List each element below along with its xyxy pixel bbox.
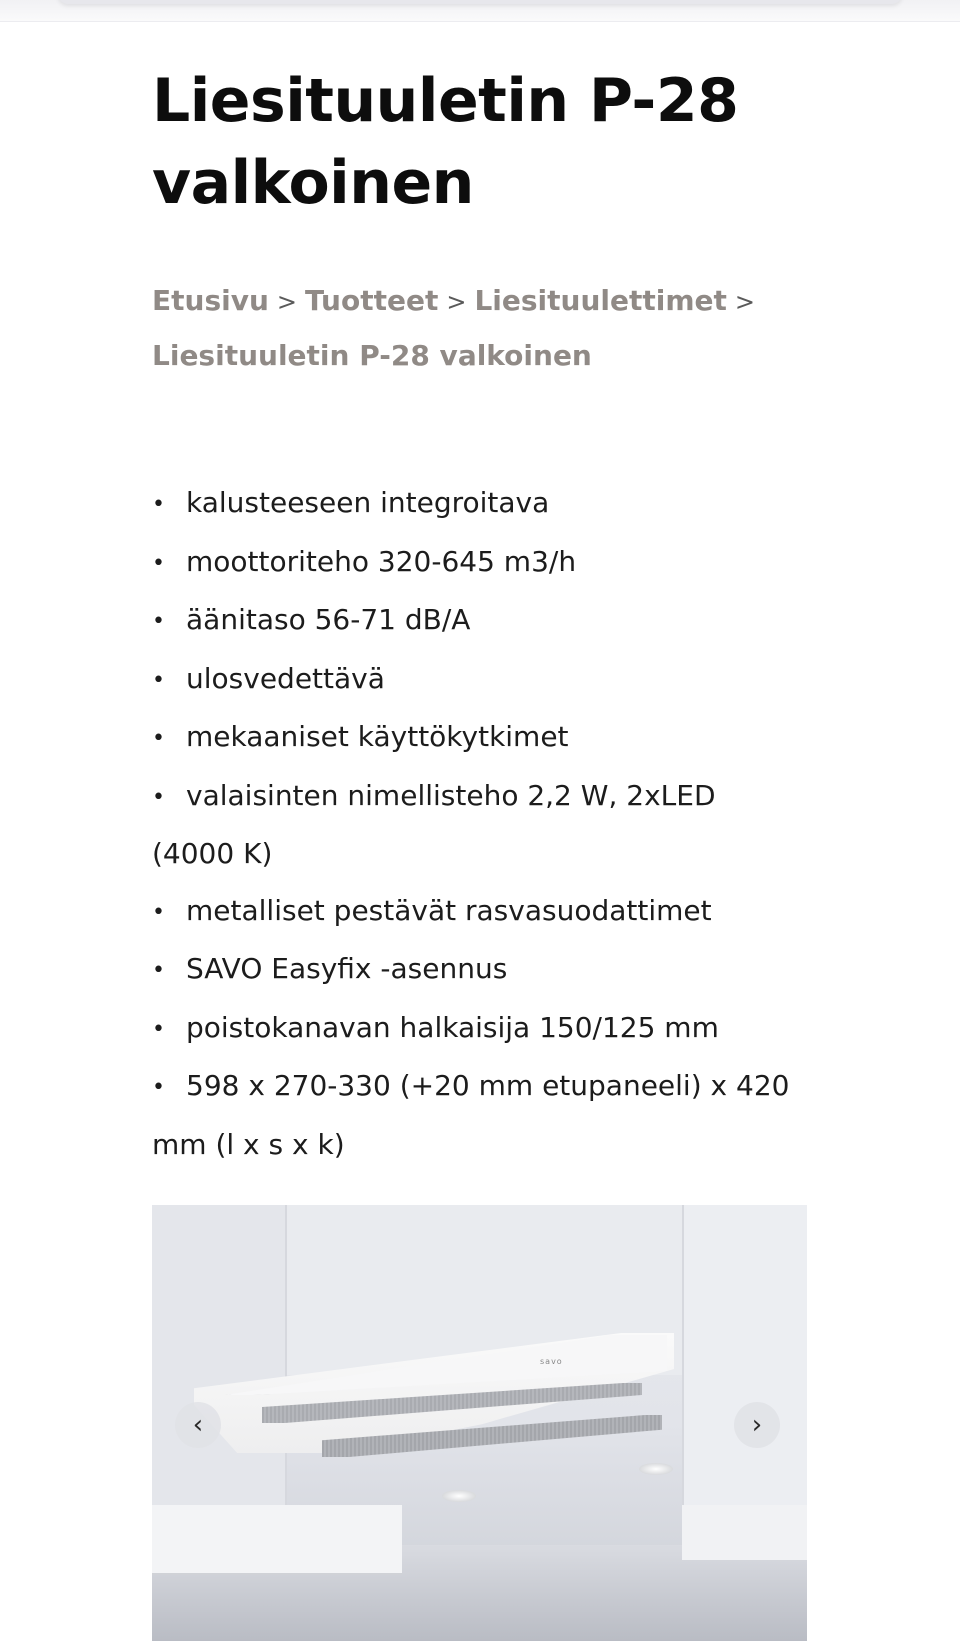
kitchen-cabinet-right [682,1205,807,1545]
breadcrumb-products-link[interactable]: Tuotteet [305,284,439,317]
page-title [152,60,832,224]
bullet-icon: • [152,667,165,693]
cabinet-bottom-right [682,1505,807,1560]
cabinet-bottom-left [152,1505,402,1575]
breadcrumb-separator: > [734,288,756,316]
bullet-icon: • [152,1075,165,1100]
feature-item [152,592,792,651]
feature-item [152,475,792,534]
feature-text: moottoriteho 320-645 m3/h [186,544,577,578]
feature-text: valaisinten nimellisteho 2,2 W, 2xLED (4000 K) [152,778,716,870]
feature-item [152,651,792,710]
breadcrumb-separator: > [276,288,298,316]
product-image-gallery[interactable] [152,1205,807,1641]
feature-item [152,768,792,883]
feature-text: äänitaso 56-71 dB/A [186,603,471,636]
breadcrumb-current: Liesituuletin P-28 valkoinen [152,339,592,372]
bullet-icon: • [152,899,165,925]
chevron-right-icon: › [751,1410,763,1440]
bullet-icon: • [152,550,165,576]
bullet-icon: • [152,726,165,751]
breadcrumb [152,274,792,383]
brand-logo: savo [540,1357,563,1366]
bullet-icon: • [152,1016,165,1042]
feature-text: 598 x 270-330 (+20 mm etupaneeli) x 420 mm (l x s x k) [152,1069,790,1161]
chevron-left-icon: ‹ [192,1410,204,1440]
top-bar [0,0,960,22]
feature-list [152,475,792,1173]
gallery-prev-button[interactable] [175,1402,221,1448]
led-light [639,1463,673,1475]
breadcrumb-category-link[interactable]: Liesituulettimet [474,284,727,317]
bullet-icon: • [152,609,165,634]
title-line-2: valkoinen [152,148,474,218]
feature-item [152,1058,792,1173]
gallery-next-button[interactable] [734,1402,780,1448]
product-content [152,60,832,1173]
title-line-1: Liesituuletin P-28 [152,66,739,136]
feature-text: kalusteeseen integroitava [186,486,550,519]
bullet-icon: • [152,492,165,517]
feature-text: mekaaniset käyttökytkimet [186,720,569,753]
feature-item [152,1000,792,1059]
feature-text: ulosvedettävä [186,661,385,695]
feature-text: SAVO Easyfix -asennus [186,952,508,985]
feature-text: poistokanavan halkaisija 150/125 mm [186,1010,719,1044]
feature-item [152,883,792,942]
bullet-icon: • [152,958,165,983]
feature-text: metalliset pestävät rasvasuodattimet [186,893,712,927]
feature-item [152,534,792,593]
feature-item [152,941,792,1000]
header-bar [58,0,902,4]
breadcrumb-home-link[interactable]: Etusivu [152,284,269,317]
feature-item [152,709,792,768]
led-light [442,1490,476,1502]
kitchen-cabinet-left [152,1205,287,1505]
breadcrumb-separator: > [446,288,467,316]
bullet-icon: • [152,784,165,810]
